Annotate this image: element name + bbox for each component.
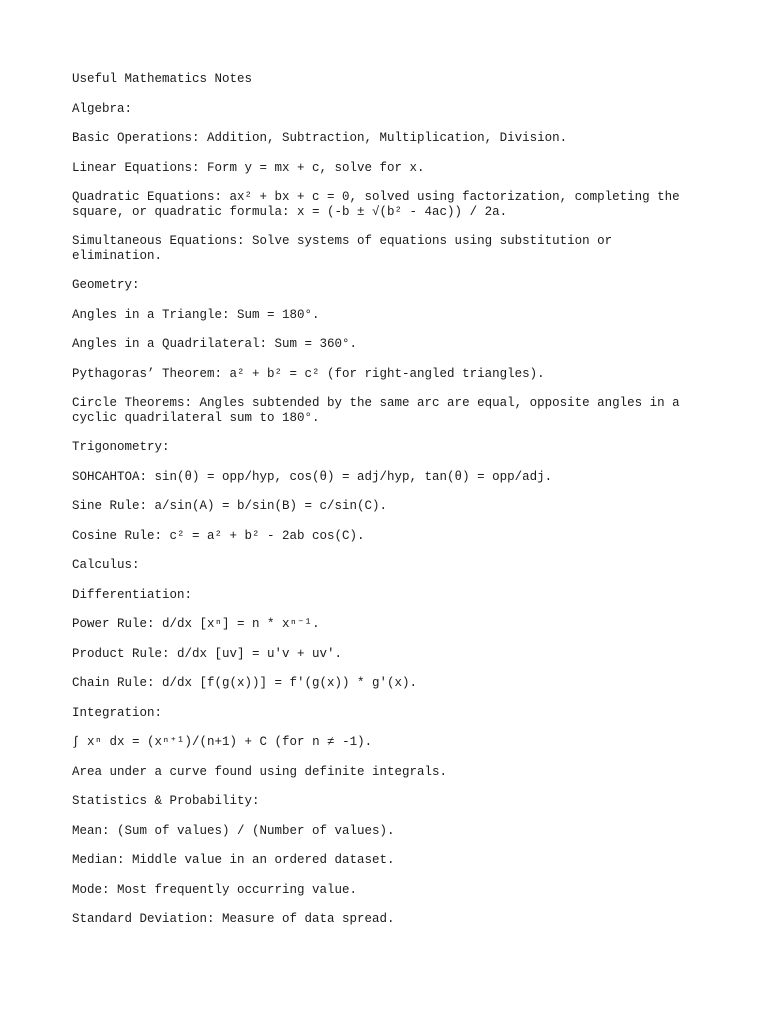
note-sine-rule: Sine Rule: a/sin(A) = b/sin(B) = c/sin(C). [72,499,388,513]
note-cosine-rule: Cosine Rule: c² = a² + b² - 2ab cos(C). [72,528,365,543]
note-basic-operations: Basic Operations: Addition, Subtraction, Multiplication, Division. [72,131,568,145]
note-area-under-curve: Area under a curve found using definite integrals. [72,764,448,779]
note-quadratic-equations: Quadratic Equations: ax² + bx + c = 0, solved using factorization, completing the square, or quadratic formula: x = (-b ± √(b² - 4ac)) / 2a. [72,190,688,219]
note-linear-equations: Linear Equations: Form y = mx + c, solve for x. [72,160,425,175]
note-angles-quadrilateral: Angles in a Quadrilateral: Sum = 360°. [72,337,358,351]
note-chain-rule: Chain Rule: d/dx [f(g(x))] = f'(g(x)) * g'(x). [72,676,418,690]
note-standard-deviation: Standard Deviation: Measure of data spread. [72,912,395,926]
document-title: Useful Mathematics Notes [72,72,253,86]
note-angles-triangle: Angles in a Triangle: Sum = 180°. [72,307,320,322]
note-product-rule: Product Rule: d/dx [uv] = u'v + uv'. [72,646,343,661]
note-median: Median: Middle value in an ordered dataset. [72,853,395,867]
note-circle-theorems: Circle Theorems: Angles subtended by the same arc are equal, opposite angles in a cyclic quadrilateral sum to 180°. [72,396,688,425]
section-heading-calculus: Calculus: [72,558,140,572]
section-heading-algebra: Algebra: [72,101,133,116]
note-sohcahtoa: SOHCAHTOA: sin(θ) = opp/hyp, cos(θ) = adj/hyp, tan(θ) = opp/adj. [72,469,553,484]
note-power-rule: Power Rule: d/dx [xⁿ] = n * xⁿ⁻¹. [72,617,320,631]
section-heading-geometry: Geometry: [72,278,140,292]
note-pythagoras: Pythagoras’ Theorem: a² + b² = c² (for right-angled triangles). [72,366,545,381]
section-heading-trigonometry: Trigonometry: [72,440,170,454]
section-heading-statistics: Statistics & Probability: [72,794,260,808]
note-integral-power: ∫ xⁿ dx = (xⁿ⁺¹)/(n+1) + C (for n ≠ -1). [72,735,373,749]
note-mean: Mean: (Sum of values) / (Number of values). [72,823,395,838]
subheading-differentiation: Differentiation: [72,587,193,602]
note-simultaneous-equations: Simultaneous Equations: Solve systems of equations using substitution or elimination. [72,234,620,263]
subheading-integration: Integration: [72,705,163,720]
note-mode: Mode: Most frequently occurring value. [72,882,358,897]
